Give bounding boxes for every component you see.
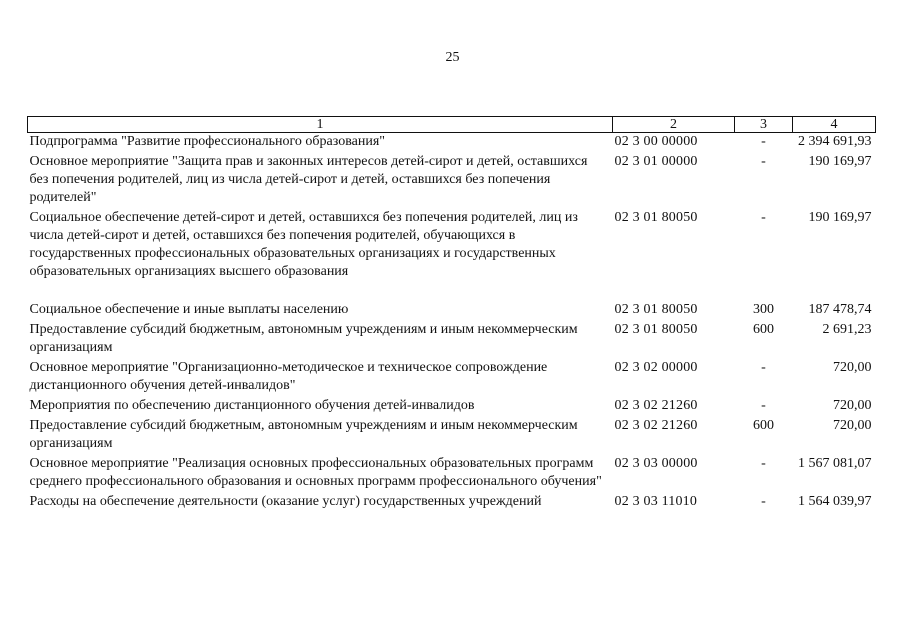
table-row [28,493,876,513]
row-name: Мероприятия по обеспечению дистанционного обучения детей-инвалидов [29,398,475,413]
row-name: Социальное обеспечение и иные выплаты населению [29,302,349,317]
row-type: - [761,398,766,413]
row-type: - [761,134,766,149]
page-number: 25 [445,50,460,65]
row-amount: 720,00 [833,398,872,413]
row-amount: 720,00 [833,360,872,375]
row-code: 02 3 03 00000 [614,456,698,471]
table-header-row [28,117,876,133]
table-row [28,359,876,397]
row-amount: 1 567 081,07 [798,456,872,471]
column-header-amount: 4 [793,117,876,133]
row-type: 300 [753,302,774,317]
table-row [28,321,876,359]
row-type: - [761,154,766,169]
row-code: 02 3 03 11010 [614,494,698,509]
row-code: 02 3 00 00000 [614,134,698,149]
column-header-code: 2 [613,117,735,133]
row-code: 02 3 01 80050 [614,210,698,225]
row-code: 02 3 01 80050 [614,302,698,317]
row-type: - [761,456,766,471]
row-type: - [761,494,766,509]
column-header-name: 1 [28,117,613,133]
table-row [28,153,876,209]
row-name: Основное мероприятие "Защита прав и законных интересов детей-сирот и детей, оставшихся без попечения родителей, лиц из числа детей-сирот и детей, оставшихся без попечения родителей" [29,154,588,205]
row-type: 600 [753,418,774,433]
row-amount: 190 169,97 [808,210,872,225]
row-code: 02 3 02 21260 [614,418,698,433]
row-type: - [761,210,766,225]
row-name: Социальное обеспечение детей-сирот и детей, оставшихся без попечения родителей, лиц из числа детей-сирот и детей, оставшихся без попечения родителей, обучающихся в государственных профессиональных образовательных организациях и государственных образовательных организациях высшего образования [29,210,578,279]
row-name: Основное мероприятие "Организационно-методическое и техническое сопровождение дистанционного обучения детей-инвалидов" [29,360,548,393]
table-row [28,397,876,417]
budget-table [27,116,876,513]
table-row [28,209,876,301]
row-name: Основное мероприятие "Реализация основных профессиональных образовательных программ среднего профессионального образования и основных программ профессионального обучения" [29,456,602,489]
row-amount: 190 169,97 [808,154,872,169]
table-row [28,417,876,455]
row-amount: 720,00 [833,418,872,433]
row-amount: 2 691,23 [822,322,872,337]
column-header-type: 3 [735,117,793,133]
row-type: - [761,360,766,375]
row-name: Подпрограмма "Развитие профессионального образования" [29,134,385,149]
row-code: 02 3 02 21260 [614,398,698,413]
table-row [28,301,876,321]
row-amount: 187 478,74 [808,302,872,317]
table-row [28,455,876,493]
row-code: 02 3 02 00000 [614,360,698,375]
row-amount: 1 564 039,97 [798,494,872,509]
row-code: 02 3 01 80050 [614,322,698,337]
row-type: 600 [753,322,774,337]
table-row [28,133,876,154]
row-name: Расходы на обеспечение деятельности (оказание услуг) государственных учреждений [29,494,542,509]
row-name: Предоставление субсидий бюджетным, автономным учреждениям и иным некоммерческим организациям [29,322,578,355]
row-name: Предоставление субсидий бюджетным, автономным учреждениям и иным некоммерческим организациям [29,418,578,451]
row-amount: 2 394 691,93 [798,134,872,149]
row-code: 02 3 01 00000 [614,154,698,169]
